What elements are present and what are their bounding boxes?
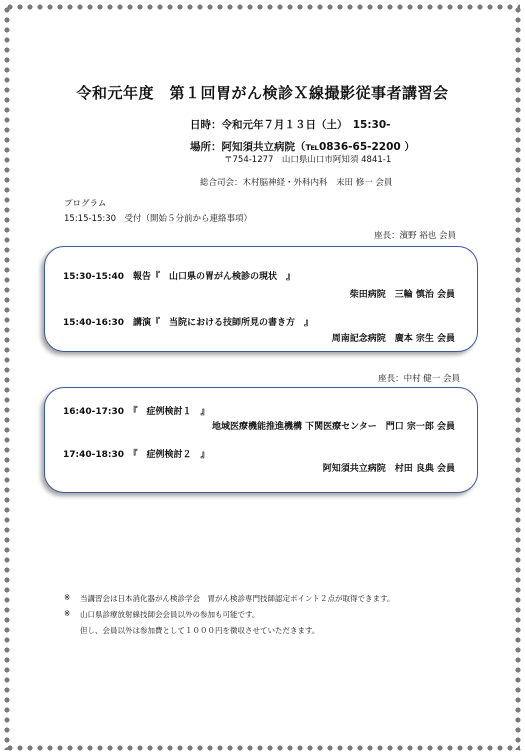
address-line: 〒754-1277 山口県山口市阿知須 4841-1 bbox=[224, 155, 392, 165]
chair-1: 座長：濱野 裕也 会員 bbox=[374, 231, 456, 241]
dotted-border-right bbox=[514, 5, 522, 750]
note-1: 当講習会は日本消化器がん検診学会 胃がん検診専門技師認定ポイント２点が取得できます。 bbox=[80, 594, 395, 603]
note-2: 山口県診療放射線技師会会員以外の参加も可能です。 bbox=[80, 610, 260, 619]
venue-line: 場所：阿知須共立病院（℡0836-65-2200 ） bbox=[190, 141, 415, 153]
date-line: 日時：令和元年７月１３日（土） 15:30- bbox=[190, 119, 391, 131]
session-box-2 bbox=[44, 387, 478, 493]
session-1-item-2-speaker: 周南記念病院 廣本 宗生 会員 bbox=[331, 334, 455, 344]
program-label: プログラム bbox=[64, 199, 107, 209]
dotted-border-top bbox=[5, 3, 520, 11]
session-1-item-2-title: 15:40-16:30 講演『 当院における技師所見の書き方 』 bbox=[63, 318, 314, 328]
page-title: 令和元年度 第１回胃がん検診Ｘ線撮影従事者講習会 bbox=[76, 84, 449, 102]
dotted-border-bottom bbox=[5, 744, 520, 752]
session-1-item-1-speaker: 柴田病院 三輪 慎治 会員 bbox=[349, 290, 455, 300]
note-3: 但し、会員以外は参加費として１０００円を徴収させていただきます。 bbox=[80, 626, 320, 635]
note-mark-1: ※ bbox=[64, 593, 71, 602]
session-box-1 bbox=[44, 246, 478, 352]
chair-2: 座長：中村 健一 会員 bbox=[378, 374, 460, 384]
session-2-item-2-speaker: 阿知須共立病院 村田 良典 会員 bbox=[322, 464, 455, 474]
note-mark-2: ※ bbox=[64, 609, 71, 618]
moderator-line: 総合司会：木村脳神経・外科内科 末田 修一 会員 bbox=[200, 178, 393, 188]
session-2-item-1-title: 16:40-17:30 『 症例検討１ 』 bbox=[63, 407, 210, 417]
session-2-item-2-title: 17:40-18:30 『 症例検討２ 』 bbox=[63, 450, 210, 460]
session-2-item-1-speaker: 地域医療機能推進機構 下関医療センター 門口 宗一郎 会員 bbox=[211, 422, 455, 432]
reception-line: 15:15-15:30 受付（開始５分前から連絡事項） bbox=[64, 214, 253, 224]
session-1-item-1-title: 15:30-15:40 報告『 山口県の胃がん検診の現状 』 bbox=[63, 272, 296, 282]
dotted-border-left bbox=[3, 5, 11, 750]
